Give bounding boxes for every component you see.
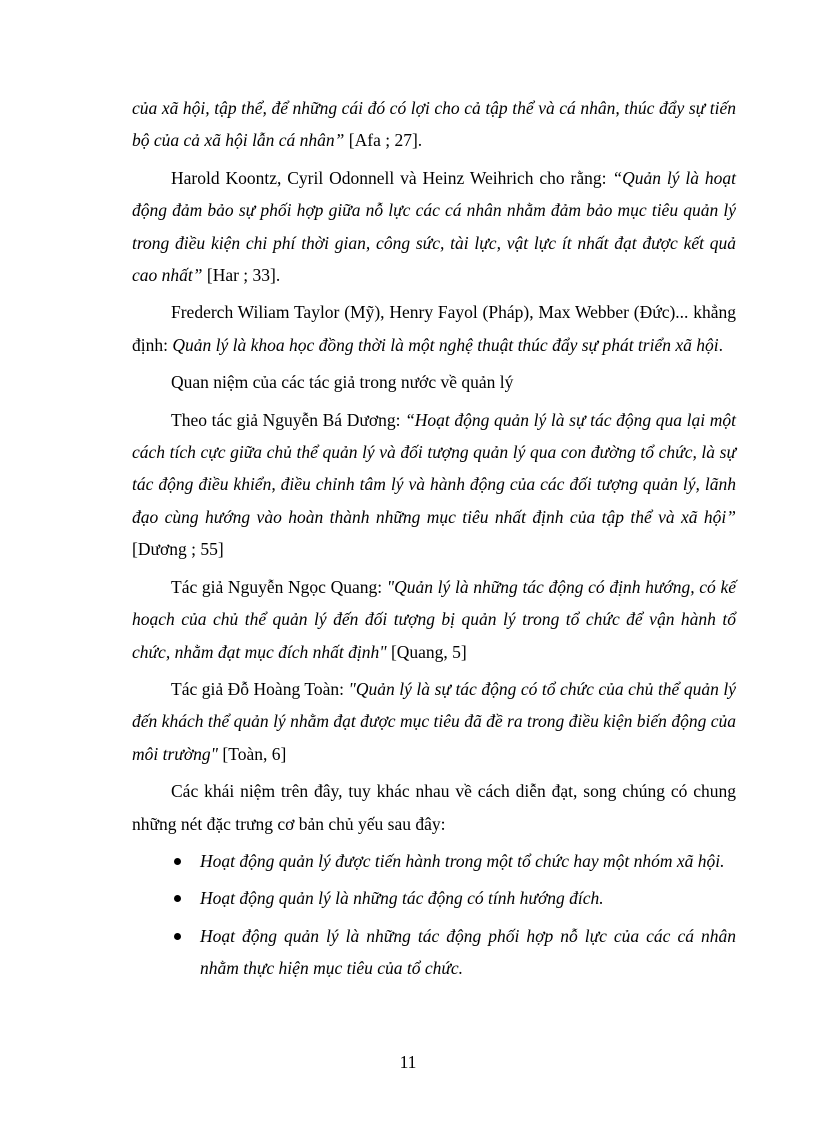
- paragraph-2-lead: Harold Koontz, Cyril Odonnell và Heinz Weihrich cho rằng:: [171, 167, 613, 188]
- paragraph-7-lead: Tác giả Đỗ Hoàng Toàn:: [171, 678, 349, 699]
- paragraph-5-citation: [Dương ; 55]: [132, 539, 224, 560]
- paragraph-8: [132, 775, 736, 840]
- list-item: [132, 882, 736, 914]
- list-item: [132, 920, 736, 985]
- paragraph-6-quote: "Quản lý là những tác động có định hướng, có kế hoạch của chủ thể quản lý đến đối tượng bị quản lý trong tổ chức để vận hành tổ chức, nhằm đạt mục đích nhất định": [132, 576, 737, 662]
- document-page: [132, 92, 736, 990]
- paragraph-5-lead: Theo tác giả Nguyễn Bá Dương:: [171, 409, 406, 430]
- list-item-text: Hoạt động quản lý là những tác động phối hợp nỗ lực của các cá nhân nhằm thực hiện mục tiêu của tổ chức.: [200, 925, 736, 979]
- paragraph-2-quote: “Quản lý là hoạt động đảm bảo sự phối hợp giữa nỗ lực các cá nhân nhằm đảm bảo mục tiêu quản lý trong điều kiện chi phí thời gian, công sức, tài lực, vật lực ít nhất đạt được kết quả cao nhất”: [132, 167, 736, 286]
- paragraph-1-citation: [Afa ; 27].: [344, 130, 423, 151]
- paragraph-6-citation: [Quang, 5]: [386, 641, 467, 662]
- section-heading: [132, 366, 736, 398]
- bullet-icon: [174, 933, 181, 940]
- list-item-text: Hoạt động quản lý được tiến hành trong một tổ chức hay một nhóm xã hội.: [200, 850, 725, 871]
- paragraph-1: [132, 92, 736, 157]
- paragraph-6: [132, 571, 736, 668]
- bullet-icon: [174, 858, 181, 865]
- paragraph-7-citation: [Toàn, 6]: [218, 743, 287, 764]
- paragraph-3: [132, 296, 736, 361]
- paragraph-1-quote: của xã hội, tập thể, để những cái đó có lợi cho cả tập thể và cá nhân, thúc đẩy sự tiến bộ của cả xã hội lẫn cá nhân”: [132, 98, 736, 151]
- paragraph-3-quote: Quản lý là khoa học đồng thời là một nghệ thuật thúc đẩy sự phát triển xã hội: [172, 334, 719, 355]
- paragraph-5-quote: “Hoạt động quản lý là sự tác động qua lại một cách tích cực giữa chủ thể quản lý và đối tượng quản lý qua con đường tổ chức, là sự tác động điều khiển, điều chỉnh tâm lý và hành động của các đối tượng quản lý, lãnh đạo cùng hướng vào hoàn thành những mục tiêu nhất định của tập thể và xã hội”: [132, 409, 736, 527]
- bullet-icon: [174, 895, 181, 902]
- paragraph-3-lead: Frederch Wiliam Taylor (Mỹ), Henry Fayol (Pháp), Max Webber (Đức)... khẳng định:: [132, 302, 736, 355]
- paragraph-5: [132, 404, 736, 566]
- paragraph-7: [132, 673, 736, 770]
- paragraph-2: [132, 162, 736, 292]
- list-item-text: Hoạt động quản lý là những tác động có tính hướng đích.: [200, 888, 604, 909]
- paragraph-3-citation: .: [718, 334, 723, 355]
- list-item: [132, 845, 736, 877]
- bullet-list: [132, 845, 736, 985]
- page-number: 11: [399, 1052, 417, 1072]
- paragraph-2-citation: [Har ; 33].: [202, 265, 281, 286]
- paragraph-7-quote: "Quản lý là sự tác động có tổ chức của chủ thể quản lý đến khách thể quản lý nhằm đạt được mục tiêu đã đề ra trong điều kiện biến động của môi trường": [132, 678, 736, 764]
- paragraph-8-text: Các khái niệm trên đây, tuy khác nhau về cách diễn đạt, song chúng có chung những nét đặc trưng cơ bản chủ yếu sau đây:: [132, 781, 736, 834]
- section-heading-text: Quan niệm của các tác giả trong nước về quản lý: [171, 372, 514, 393]
- paragraph-6-lead: Tác giả Nguyễn Ngọc Quang:: [171, 576, 387, 597]
